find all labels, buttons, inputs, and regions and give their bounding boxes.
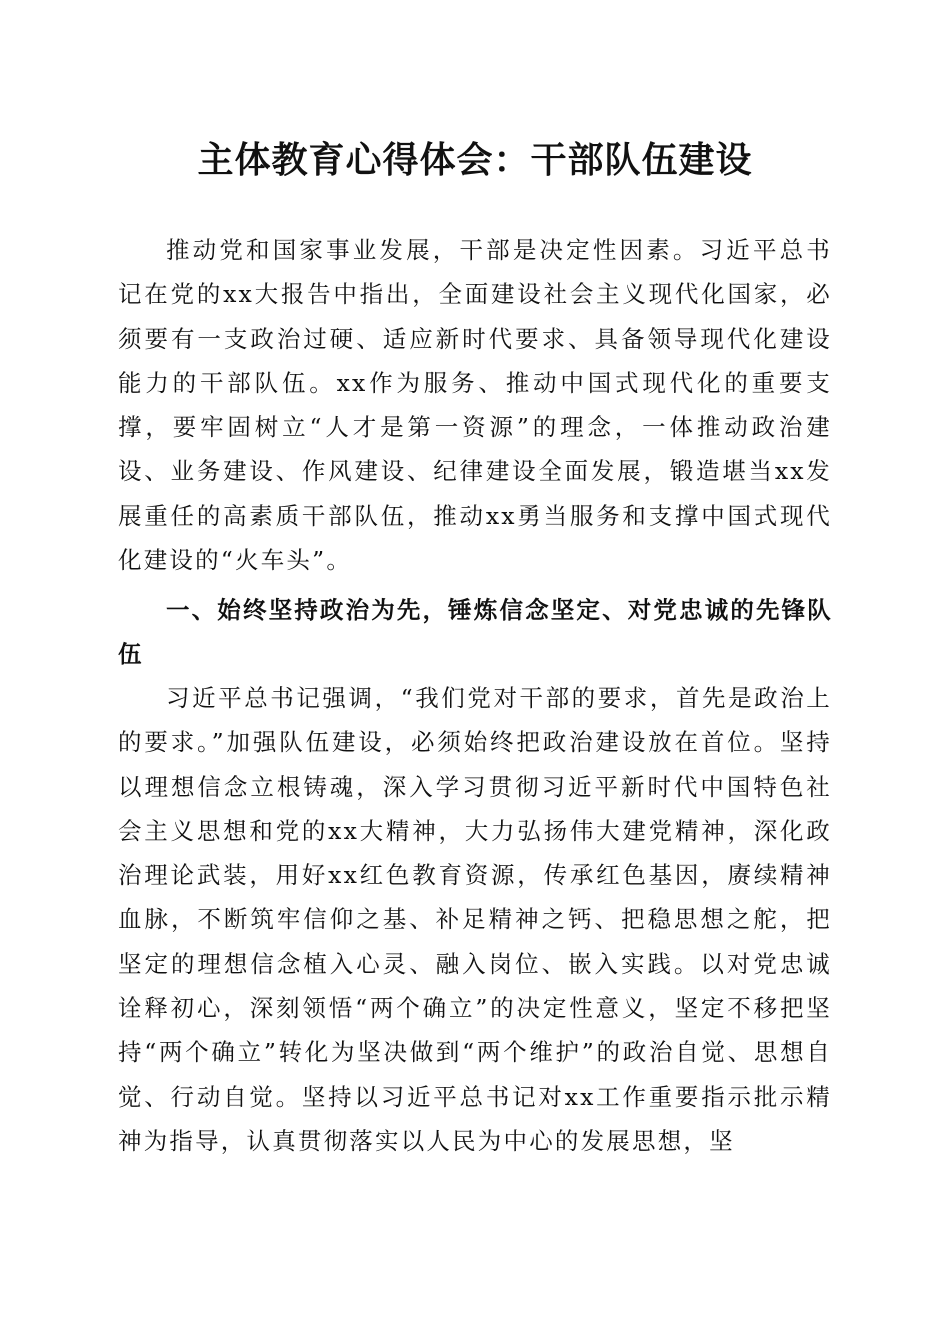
intro-paragraph: 推动党和国家事业发展，干部是决定性因素。习近平总书记在党的xx大报告中指出，全面建设社会主义现代化国家，必须要有一支政治过硬、适应新时代要求、具备领导现代化建设能力的干部队伍。xx作为服务、推动中国式现代化的重要支撑，要牢固树立“人才是第一资源”的理念，一体推动政治建设、业务建设、作风建设、纪律建设全面发展，锻造堪当xx发展重任的高素质干部队伍，推动xx勇当服务和支撑中国式现代化建设的“火车头”。 (118, 236, 832, 575)
section-heading: 一、始终坚持政治为先，锤炼信念坚定、对党忠诚的先锋队伍 (118, 596, 832, 669)
section-paragraph: 习近平总书记强调，“我们党对干部的要求，首先是政治上的要求。”加强队伍建设，必须始终把政治建设放在首位。坚持以理想信念立根铸魂，深入学习贯彻习近平新时代中国特色社会主义思想和党的xx大精神，大力弘扬伟大建党精神，深化政治理论武装，用好xx红色教育资源，传承红色基因，赓续精神血脉，不断筑牢信仰之基、补足精神之钙、把稳思想之舵，把坚定的理想信念植入心灵、融入岗位、嵌入实践。以对党忠诚诠释初心，深刻领悟“两个确立”的决定性意义，坚定不移把坚持“两个确立”转化为坚决做到“两个维护”的政治自觉、思想自觉、行动自觉。坚持以习近平总书记对xx工作重要指示批示精神为指导，认真贯彻落实以人民为中心的发展思想，坚 (118, 684, 832, 1155)
document-title: 主体教育心得体会：干部队伍建设 (197, 139, 753, 181)
